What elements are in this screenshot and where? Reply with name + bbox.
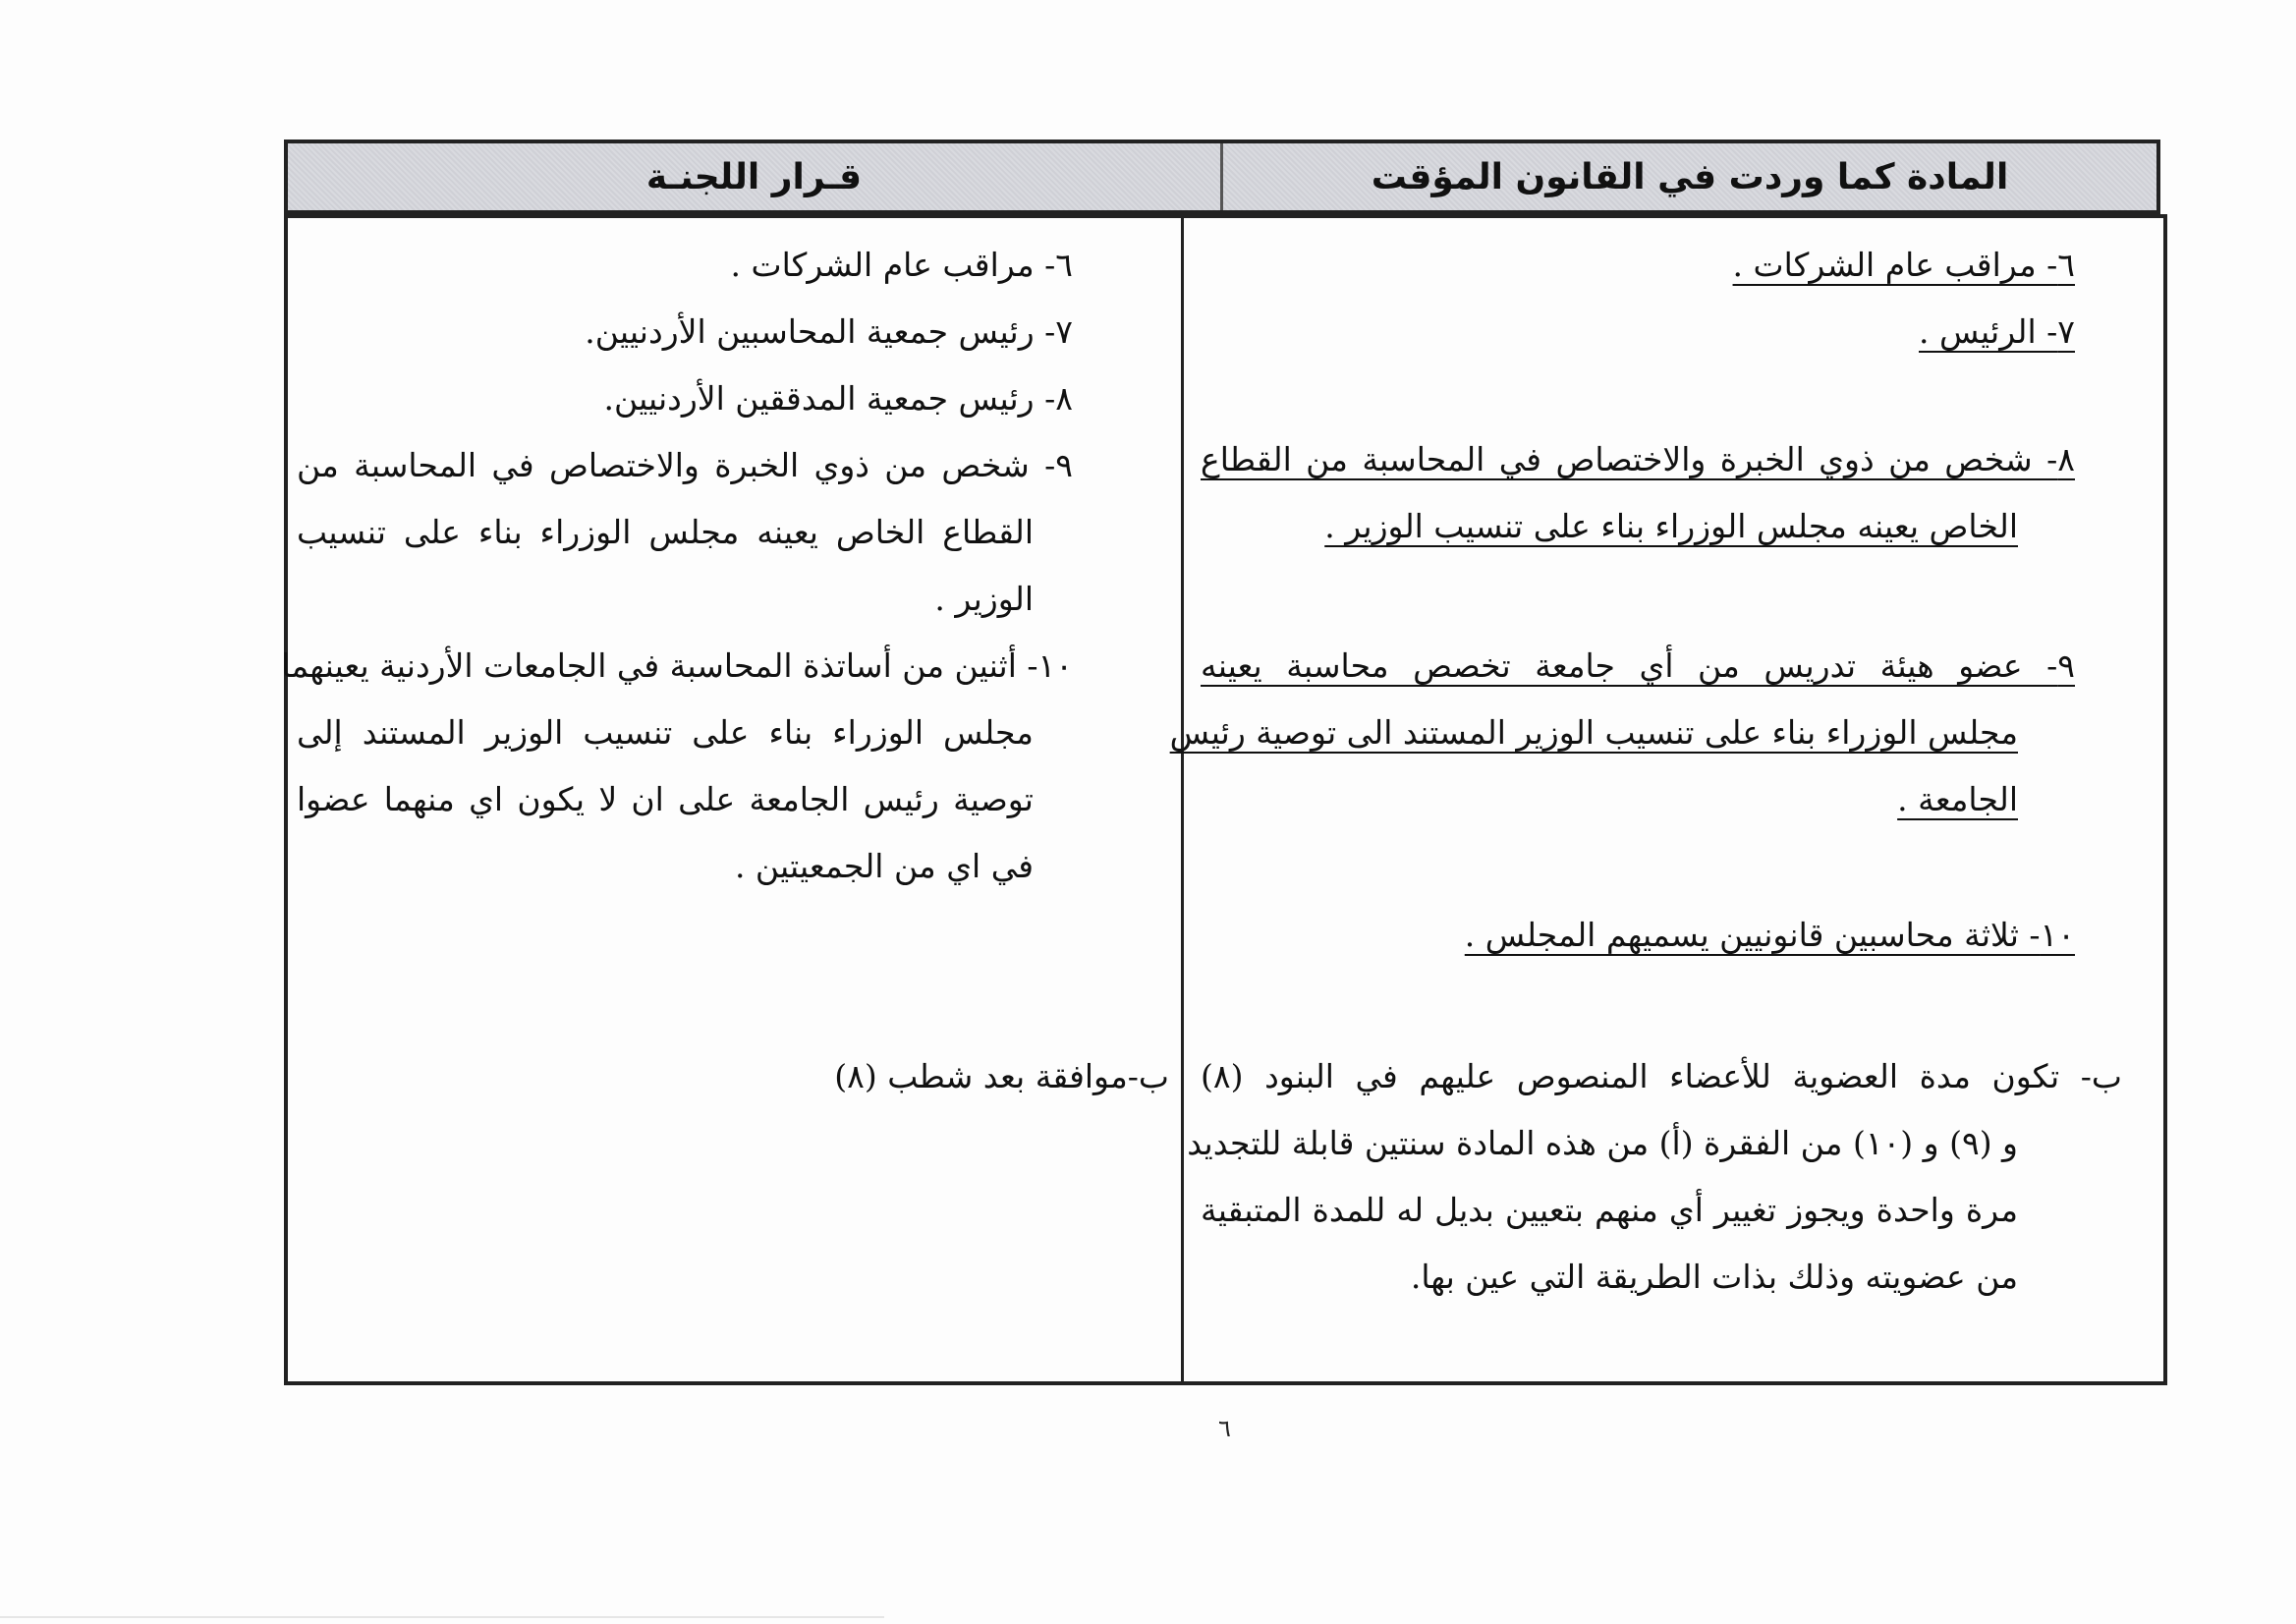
table-header bbox=[284, 140, 2160, 214]
law-paragraph-b-line-3: مرة واحدة ويجوز تغيير أي منهم بتعيين بديل له للمدة المتبقية bbox=[1201, 1191, 2018, 1229]
decision-item-8: ٨- رئيس جمعية المدققين الأردنيين. bbox=[603, 379, 1073, 418]
header-committee-decision bbox=[288, 143, 1220, 210]
comparison-table-body bbox=[281, 214, 2167, 1385]
decision-item-10-line-3: توصية رئيس الجامعة على ان لا يكون اي منهما عضوا bbox=[297, 780, 1034, 818]
law-paragraph-b-line-4: من عضويته وذلك بذات الطريقة التي عين بها. bbox=[1410, 1258, 2018, 1296]
committee-decision-column bbox=[281, 218, 1181, 1381]
decision-item-7: ٧- رئيس جمعية المحاسبين الأردنيين. bbox=[585, 312, 1073, 351]
decision-item-9-line-2: القطاع الخاص يعينه مجلس الوزراء بناء على تنسيب bbox=[297, 513, 1034, 551]
law-item-8-line-1: ٨- شخص من ذوي الخبرة والاختصاص في المحاسبة من القطاع bbox=[1201, 440, 2075, 478]
decision-item-6: ٦- مراقب عام الشركات . bbox=[730, 246, 1073, 284]
decision-item-9-line-3: الوزير . bbox=[934, 580, 1034, 618]
law-paragraph-b-line-2: و (٩) و (١٠) من الفقرة (أ) من هذه المادة سنتين قابلة للتجديد bbox=[1187, 1124, 2018, 1162]
header-law-article-title: المادة كما وردت في القانون المؤقت bbox=[1371, 156, 2009, 197]
page-number: ٦ bbox=[1218, 1415, 1231, 1442]
law-item-9-line-3: الجامعة . bbox=[1897, 780, 2018, 818]
header-committee-decision-title: قـرار اللجنـة bbox=[645, 156, 863, 197]
law-item-10: ١٠- ثلاثة محاسبين قانونيين يسميهم المجلس . bbox=[1464, 916, 2075, 954]
decision-item-10-line-2: مجلس الوزراء بناء على تنسيب الوزير المستند إلى bbox=[297, 713, 1034, 752]
decision-paragraph-b: ب-موافقة بعد شطب (٨) bbox=[834, 1057, 1169, 1095]
law-article-column bbox=[1169, 218, 2163, 1381]
header-law-article bbox=[1220, 143, 2156, 210]
law-item-7: ٧- الرئيس . bbox=[1919, 312, 2075, 351]
decision-item-10-line-1: ١٠- أثنين من أساتذة المحاسبة في الجامعات الأردنية يعينهما bbox=[281, 646, 1073, 685]
law-paragraph-b-line-1: ب- تكون مدة العضوية للأعضاء المنصوص عليهم في البنود (٨) bbox=[1201, 1057, 2122, 1095]
law-item-6: ٦- مراقب عام الشركات . bbox=[1732, 246, 2075, 284]
law-item-8-line-2: الخاص يعينه مجلس الوزراء بناء على تنسيب الوزير . bbox=[1324, 507, 2018, 545]
law-item-9-line-2: مجلس الوزراء بناء على تنسيب الوزير المستند الى توصية رئيس bbox=[1169, 713, 2018, 752]
decision-item-9-line-1: ٩- شخص من ذوي الخبرة والاختصاص في المحاسبة من bbox=[297, 446, 1073, 484]
decision-item-10-line-4: في اي من الجمعيتين . bbox=[734, 847, 1034, 885]
footer-scan-line bbox=[0, 1616, 884, 1618]
law-item-9-line-1: ٩- عضو هيئة تدريس من أي جامعة تخصص محاسبة يعينه bbox=[1201, 646, 2075, 685]
